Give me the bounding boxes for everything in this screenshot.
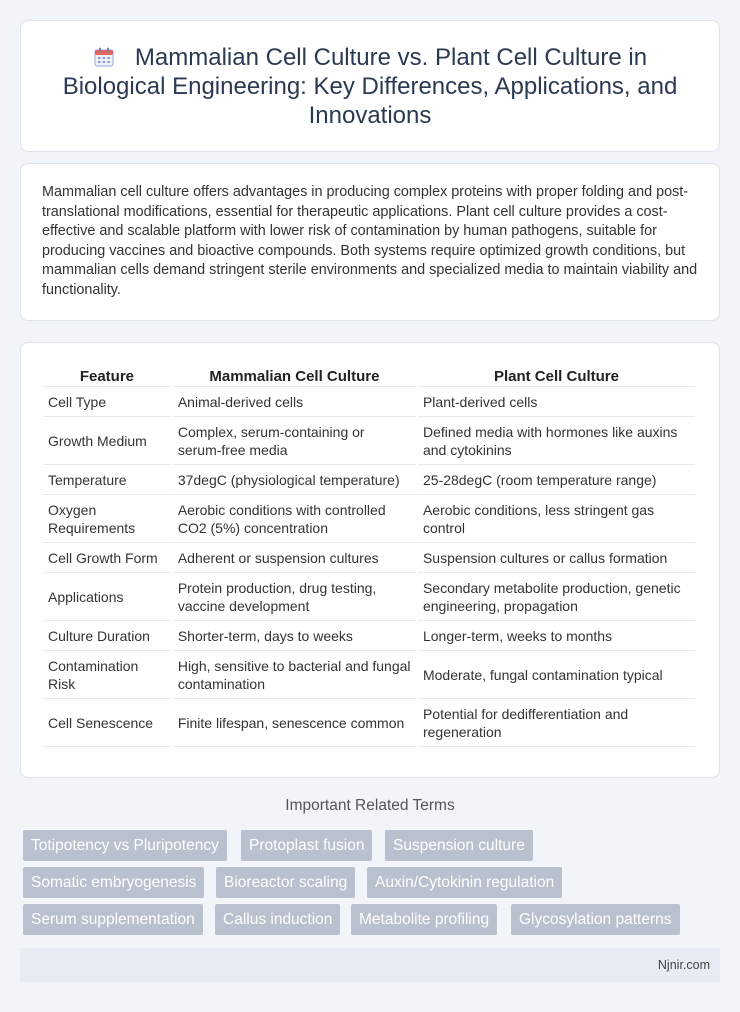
tag-suspension-culture[interactable]: Suspension culture [385, 830, 533, 861]
cell-plant: Defined media with hormones like auxins and cytokinins [418, 417, 695, 465]
tag-protoplast-fusion[interactable]: Protoplast fusion [241, 830, 372, 861]
cell-plant: Suspension cultures or callus formation [418, 543, 695, 573]
cell-mammalian: Finite lifespan, senescence common [173, 699, 416, 747]
cell-mammalian: Aerobic conditions with controlled CO2 (5%) concentration [173, 495, 416, 543]
cell-mammalian: Adherent or suspension cultures [173, 543, 416, 573]
table-row [43, 465, 695, 495]
cell-feature: Oxygen Requirements [43, 495, 171, 543]
cell-mammalian: High, sensitive to bacterial and fungal contamination [173, 651, 416, 699]
table-row [43, 543, 695, 573]
cell-mammalian: Complex, serum-containing or serum-free media [173, 417, 416, 465]
footer-site-link[interactable]: Njnir.com [657, 958, 710, 972]
calendar-icon [93, 46, 115, 68]
tag-serum-supplementation[interactable]: Serum supplementation [23, 904, 203, 935]
cell-mammalian: Animal-derived cells [173, 387, 416, 417]
cell-plant: 25-28degC (room temperature range) [418, 465, 695, 495]
header-mammalian: Mammalian Cell Culture [173, 363, 416, 387]
cell-feature: Growth Medium [43, 417, 171, 465]
cell-plant: Potential for dedifferentiation and regeneration [418, 699, 695, 747]
cell-plant: Longer-term, weeks to months [418, 621, 695, 651]
cell-plant: Secondary metabolite production, genetic engineering, propagation [418, 573, 695, 621]
title-card [20, 20, 720, 152]
cell-feature: Applications [43, 573, 171, 621]
table-row [43, 387, 695, 417]
cell-plant: Plant-derived cells [418, 387, 695, 417]
tag-glycosylation-patterns[interactable]: Glycosylation patterns [511, 904, 680, 935]
cell-mammalian: Shorter-term, days to weeks [173, 621, 416, 651]
cell-feature: Cell Senescence [43, 699, 171, 747]
cell-plant: Moderate, fungal contamination typical [418, 651, 695, 699]
tag-metabolite-profiling[interactable]: Metabolite profiling [351, 904, 497, 935]
header-feature: Feature [43, 363, 171, 387]
table-header-row [43, 363, 695, 387]
cell-feature: Temperature [43, 465, 171, 495]
tag-auxin-cytokinin[interactable]: Auxin/Cytokinin regulation [367, 867, 562, 898]
table-row [43, 699, 695, 747]
intro-paragraph: Mammalian cell culture offers advantages in producing complex proteins with proper folding and post-translational modifications, essential for therapeutic applications. Plant cell culture provides a cost-effective and scalable platform with lower risk of contamination by human pathogens, suitable for producing vaccines and bioactive compounds. Both systems require optimized growth conditions, but mammalian cells demand stringent sterile environments and specialized media to maintain viability and functionality. [42, 184, 698, 298]
cell-feature: Cell Type [43, 387, 171, 417]
cell-mammalian: 37degC (physiological temperature) [173, 465, 416, 495]
cell-feature: Contamination Risk [43, 651, 171, 699]
related-terms-title: Important Related Terms [285, 797, 455, 814]
table-row [43, 621, 695, 651]
cell-mammalian: Protein production, drug testing, vaccine development [173, 573, 416, 621]
tag-bioreactor-scaling[interactable]: Bioreactor scaling [216, 867, 355, 898]
table-row [43, 495, 695, 543]
tag-callus-induction[interactable]: Callus induction [215, 904, 340, 935]
table-row [43, 651, 695, 699]
header-plant: Plant Cell Culture [418, 363, 695, 387]
comparison-table-card [20, 342, 720, 778]
intro-card [20, 163, 720, 321]
cell-feature: Cell Growth Form [43, 543, 171, 573]
footer [20, 948, 720, 982]
cell-plant: Aerobic conditions, less stringent gas control [418, 495, 695, 543]
tag-somatic-embryogenesis[interactable]: Somatic embryogenesis [23, 867, 204, 898]
page-title [51, 43, 689, 130]
table-row [43, 417, 695, 465]
comparison-table [41, 363, 697, 747]
tag-totipotency[interactable]: Totipotency vs Pluripotency [23, 830, 227, 861]
page-title-text: Mammalian Cell Culture vs. Plant Cell Culture in Biological Engineering: Key Differences, Applications, and Innovations [62, 44, 678, 129]
table-row [43, 573, 695, 621]
cell-feature: Culture Duration [43, 621, 171, 651]
